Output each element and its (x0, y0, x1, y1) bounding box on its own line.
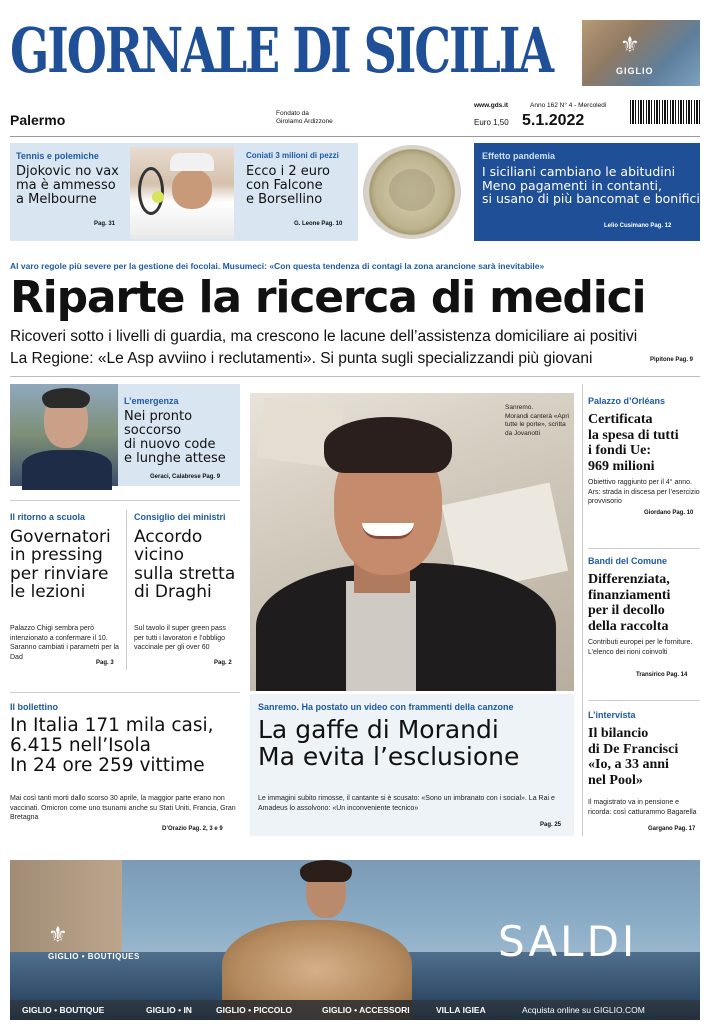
ad-brand: GIGLIO • BOUTIQUES (48, 952, 140, 961)
article-title: La gaffe di Morandi Ma evita l’esclusione (258, 715, 520, 771)
ad-footer-bar (10, 1000, 700, 1020)
divider (126, 510, 127, 670)
main-subtitle-1: Ricoveri sotto i livelli di guardia, ma crescono le lacune dell’assistenza domiciliare ai positivi (10, 328, 638, 345)
ad-headline: SALDI (498, 917, 638, 966)
article-page: Pag. 25 (540, 822, 562, 828)
article-tag: Il ritorno a scuola (10, 512, 86, 522)
price: Euro 1,50 (474, 118, 509, 127)
article-signature: Transirico Pag. 14 (636, 672, 688, 678)
article-title: In Italia 171 mila casi, 6.415 nell’Isola In 24 ore 259 vittime (10, 715, 214, 776)
article-orleans[interactable] (588, 396, 700, 536)
article-title: Certificata la spesa di tutti i fondi Ue: 969 milioni (588, 412, 679, 474)
divider (10, 136, 700, 137)
article-signature: D’Orazio Pag. 2, 3 e 9 (162, 826, 223, 832)
teaser-page: Pag. 31 (94, 221, 116, 227)
coin-image (359, 143, 467, 241)
masthead-title: GIORNALE DI SICILIA (10, 14, 553, 87)
article-title: Nei pronto soccorso di nuovo code e lunghe attese (124, 409, 226, 467)
article-title: Accordo vicino sulla stretta di Draghi (134, 527, 236, 603)
ad-bar-item[interactable]: GIGLIO • PICCOLO (216, 1005, 293, 1015)
giglio-ad-box[interactable] (582, 20, 700, 86)
ad-bar-item[interactable]: VILLA IGIEA (436, 1005, 486, 1015)
article-body: Contributi europei per le forniture. L’elenco dei rioni coinvolti (588, 639, 693, 656)
giglio-label: GIGLIO (616, 66, 654, 76)
main-kicker: Al varo regole più severe per la gestione dei focolai. Musumeci: «Con questa tendenza di contagi la zona arancione sarà inevitabile» (10, 261, 545, 271)
portrait-photo (10, 384, 118, 486)
article-body: Obiettivo raggiunto per il 4° anno. Ars: strada in discesa per l’esercizio provvisorio (588, 479, 700, 505)
main-headline[interactable]: Riparte la ricerca di medici (10, 272, 646, 323)
divider (10, 692, 240, 693)
teaser-title: Ecco i 2 euro con Falcone e Borsellino (246, 164, 330, 208)
divider (588, 548, 700, 549)
article-tag: Il bollettino (10, 702, 58, 712)
article-tag: Bandi del Comune (588, 556, 668, 566)
teaser-signature: Lelio Cusimano Pag. 12 (604, 223, 672, 229)
article-signature: Giordano Pag. 10 (644, 510, 694, 516)
ad-bar-item[interactable]: GIGLIO • IN (146, 1005, 192, 1015)
teaser-tag: Effetto pandemia (482, 151, 556, 161)
article-signature: Gargano Pag. 17 (648, 826, 696, 832)
djokovic-photo (130, 147, 234, 239)
article-bollettino[interactable] (10, 702, 240, 836)
issue-date: 5.1.2022 (522, 112, 585, 129)
main-subtitle-2: La Regione: «Le Asp avviino i reclutamenti». Si punta sugli specializzandi più giovani (10, 350, 593, 367)
article-body: Le immagini subito rimosse, il cantante si è scusato: «Sono un imbranato con i social». La Rai e Amadeus lo assolvono: «Un inconveniente tecnico» (258, 795, 555, 812)
teaser-title: I siciliani cambiano le abitudini Meno pagamenti in contanti, si usano di più bancomat e bonifici (482, 164, 700, 206)
teaser-djokovic[interactable] (10, 143, 240, 241)
article-page: Pag. 2 (214, 660, 232, 666)
teaser-tag: Coniati 3 milioni di pezzi (246, 151, 339, 160)
teaser-signature: G. Leone Pag. 10 (294, 221, 343, 227)
giglio-advertisement[interactable] (10, 860, 700, 1020)
article-intervista[interactable] (588, 710, 700, 836)
photo-caption: Sanremo. Morandi canterà «Apri tutte le porte», scritta da Jovanotti (505, 404, 569, 437)
divider (10, 500, 240, 501)
teaser-title: Djokovic no vax ma è ammesso a Melbourne (16, 164, 119, 208)
teaser-coins[interactable] (240, 143, 358, 241)
article-body: Sul tavolo il super green pass per tutti i lavoratori e l’obbligo vaccinale per gli over 60 (134, 625, 226, 651)
lily-logo-icon: ⚜ (620, 32, 640, 57)
divider (10, 376, 700, 377)
article-body: Il magistrato va in pensione e ricorda: così catturammo Bagarella (588, 799, 697, 816)
article-tag: L’emergenza (124, 396, 179, 406)
article-tag: Palazzo d’Orléans (588, 396, 666, 406)
ad-bar-item[interactable]: Acquista online su GIGLIO.COM (522, 1005, 645, 1015)
article-body: Palazzo Chigi sembra però intenzionato a confermare il 10. Saranno cambiati i parametri per la Dad (10, 625, 119, 661)
article-title: Differenziata, finanziamenti per il decollo della raccolta (588, 572, 671, 634)
barcode (630, 100, 700, 124)
divider (582, 384, 583, 836)
article-comune[interactable] (588, 556, 700, 686)
article-signature: Geraci, Calabrese Pag. 9 (150, 474, 221, 480)
article-scuola[interactable] (10, 512, 122, 672)
ad-bar-item[interactable]: GIGLIO • BOUTIQUE (22, 1005, 105, 1015)
founder-note: Fondato da Girolamo Ardizzone (276, 110, 333, 125)
article-page: Pag. 3 (96, 660, 114, 666)
article-tag: Consiglio dei ministri (134, 512, 226, 522)
article-tag: Sanremo. Ha postato un video con frammenti della canzone (258, 702, 514, 712)
website-link[interactable]: www.gds.it (474, 102, 509, 109)
teaser-tag: Tennis e polemiche (16, 151, 99, 161)
teaser-pandemic[interactable] (474, 143, 700, 241)
ad-bar-item[interactable]: GIGLIO • ACCESSORI (322, 1005, 410, 1015)
main-signature: Pipitone Pag. 9 (650, 357, 694, 363)
article-sanremo[interactable] (250, 694, 574, 836)
article-body: Mai così tanti morti dallo scorso 30 aprile, la maggior parte erano non vaccinati. Omicron come uno tsunami anche su Stati Uniti, Francia, Gran Bretagna (10, 795, 236, 821)
article-tag: L’intervista (588, 710, 636, 720)
divider (588, 700, 700, 701)
article-title: Governatori in pressing per rinviare le lezioni (10, 527, 111, 603)
article-emergenza[interactable] (10, 384, 240, 486)
article-title: Il bilancio di De Francisci «Io, a 33 anni nel Pool» (588, 726, 679, 788)
edition-city: Palermo (10, 112, 66, 128)
article-ministri[interactable] (134, 512, 240, 672)
lily-logo-icon: ⚜ (48, 922, 68, 947)
issue-number: Anno 162 N° 4 - Mercoledì (530, 102, 607, 109)
